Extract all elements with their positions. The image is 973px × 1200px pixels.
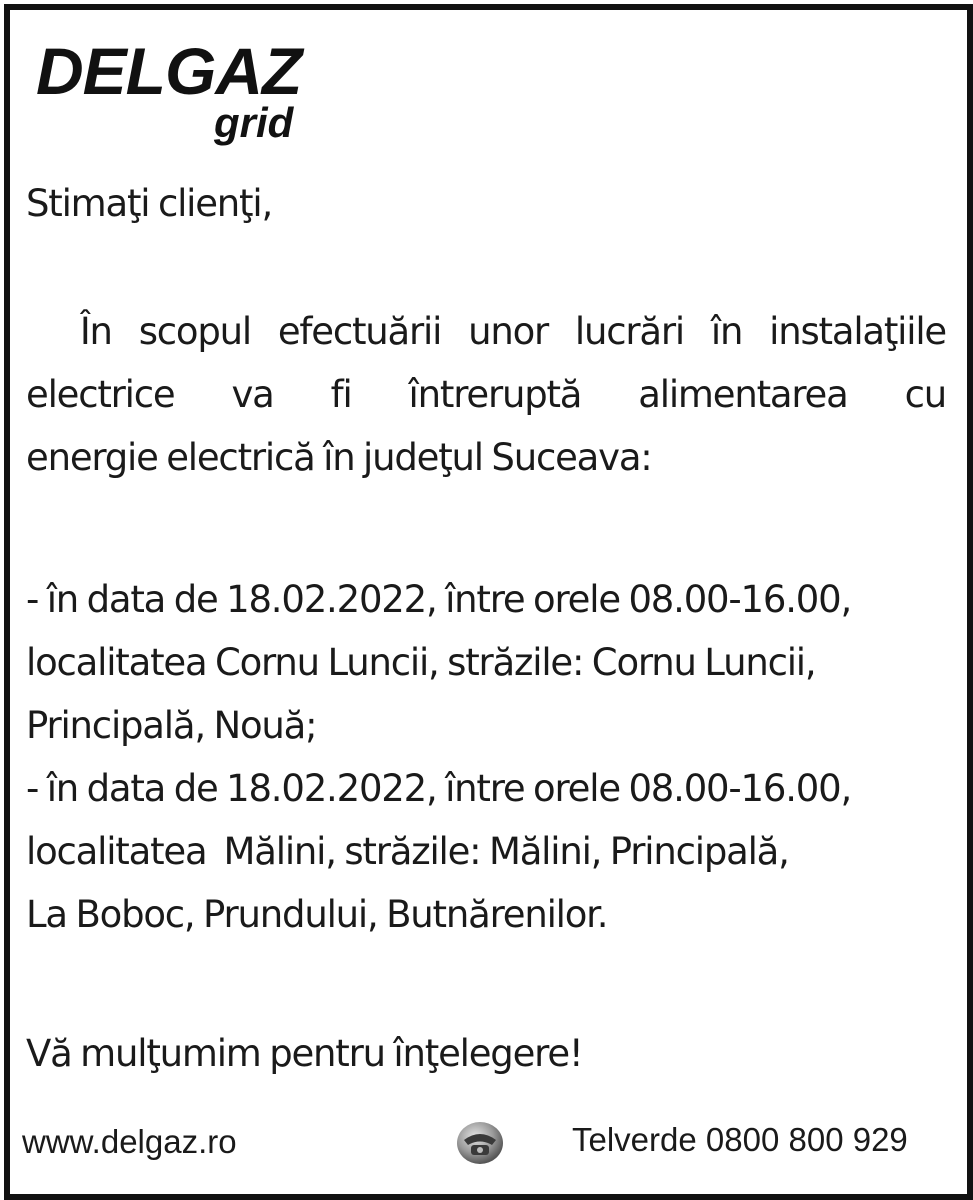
delgaz-grid-logo: [36, 34, 336, 148]
closing-text: Vă mulţumim pentru înţelegere!: [26, 1032, 583, 1075]
telephone-icon: [455, 1120, 505, 1166]
outage-line: - în data de 18.02.2022, între orele 08.00-16.00,: [26, 578, 852, 621]
outage-line: localitatea Mălini, străzile: Mălini, Principală,: [26, 830, 789, 873]
intro-paragraph: [26, 300, 946, 489]
outage-line: Principală, Nouă;: [26, 704, 317, 747]
intro-line: electrice va fi întreruptă alimentarea cu: [26, 373, 946, 416]
greeting: Stimaţi clienţi,: [26, 182, 273, 225]
hotline-number[interactable]: Telverde 0800 800 929: [572, 1121, 908, 1158]
intro-line: energie electrică în judeţul Suceava:: [26, 436, 652, 479]
logo-subtitle: grid: [214, 99, 294, 146]
outage-line: La Boboc, Prundului, Butnărenilor.: [26, 893, 608, 936]
outage-line: - în data de 18.02.2022, între orele 08.00-16.00,: [26, 767, 852, 810]
intro-line: În scopul efectuării unor lucrări în instalaţiile: [26, 310, 946, 353]
outage-line: localitatea Cornu Luncii, străzile: Cornu Luncii,: [26, 641, 816, 684]
logo-wordmark: DELGAZ: [36, 34, 302, 108]
outage-item: [26, 568, 946, 757]
website-link[interactable]: www.delgaz.ro: [22, 1123, 237, 1160]
outage-item: [26, 757, 946, 946]
